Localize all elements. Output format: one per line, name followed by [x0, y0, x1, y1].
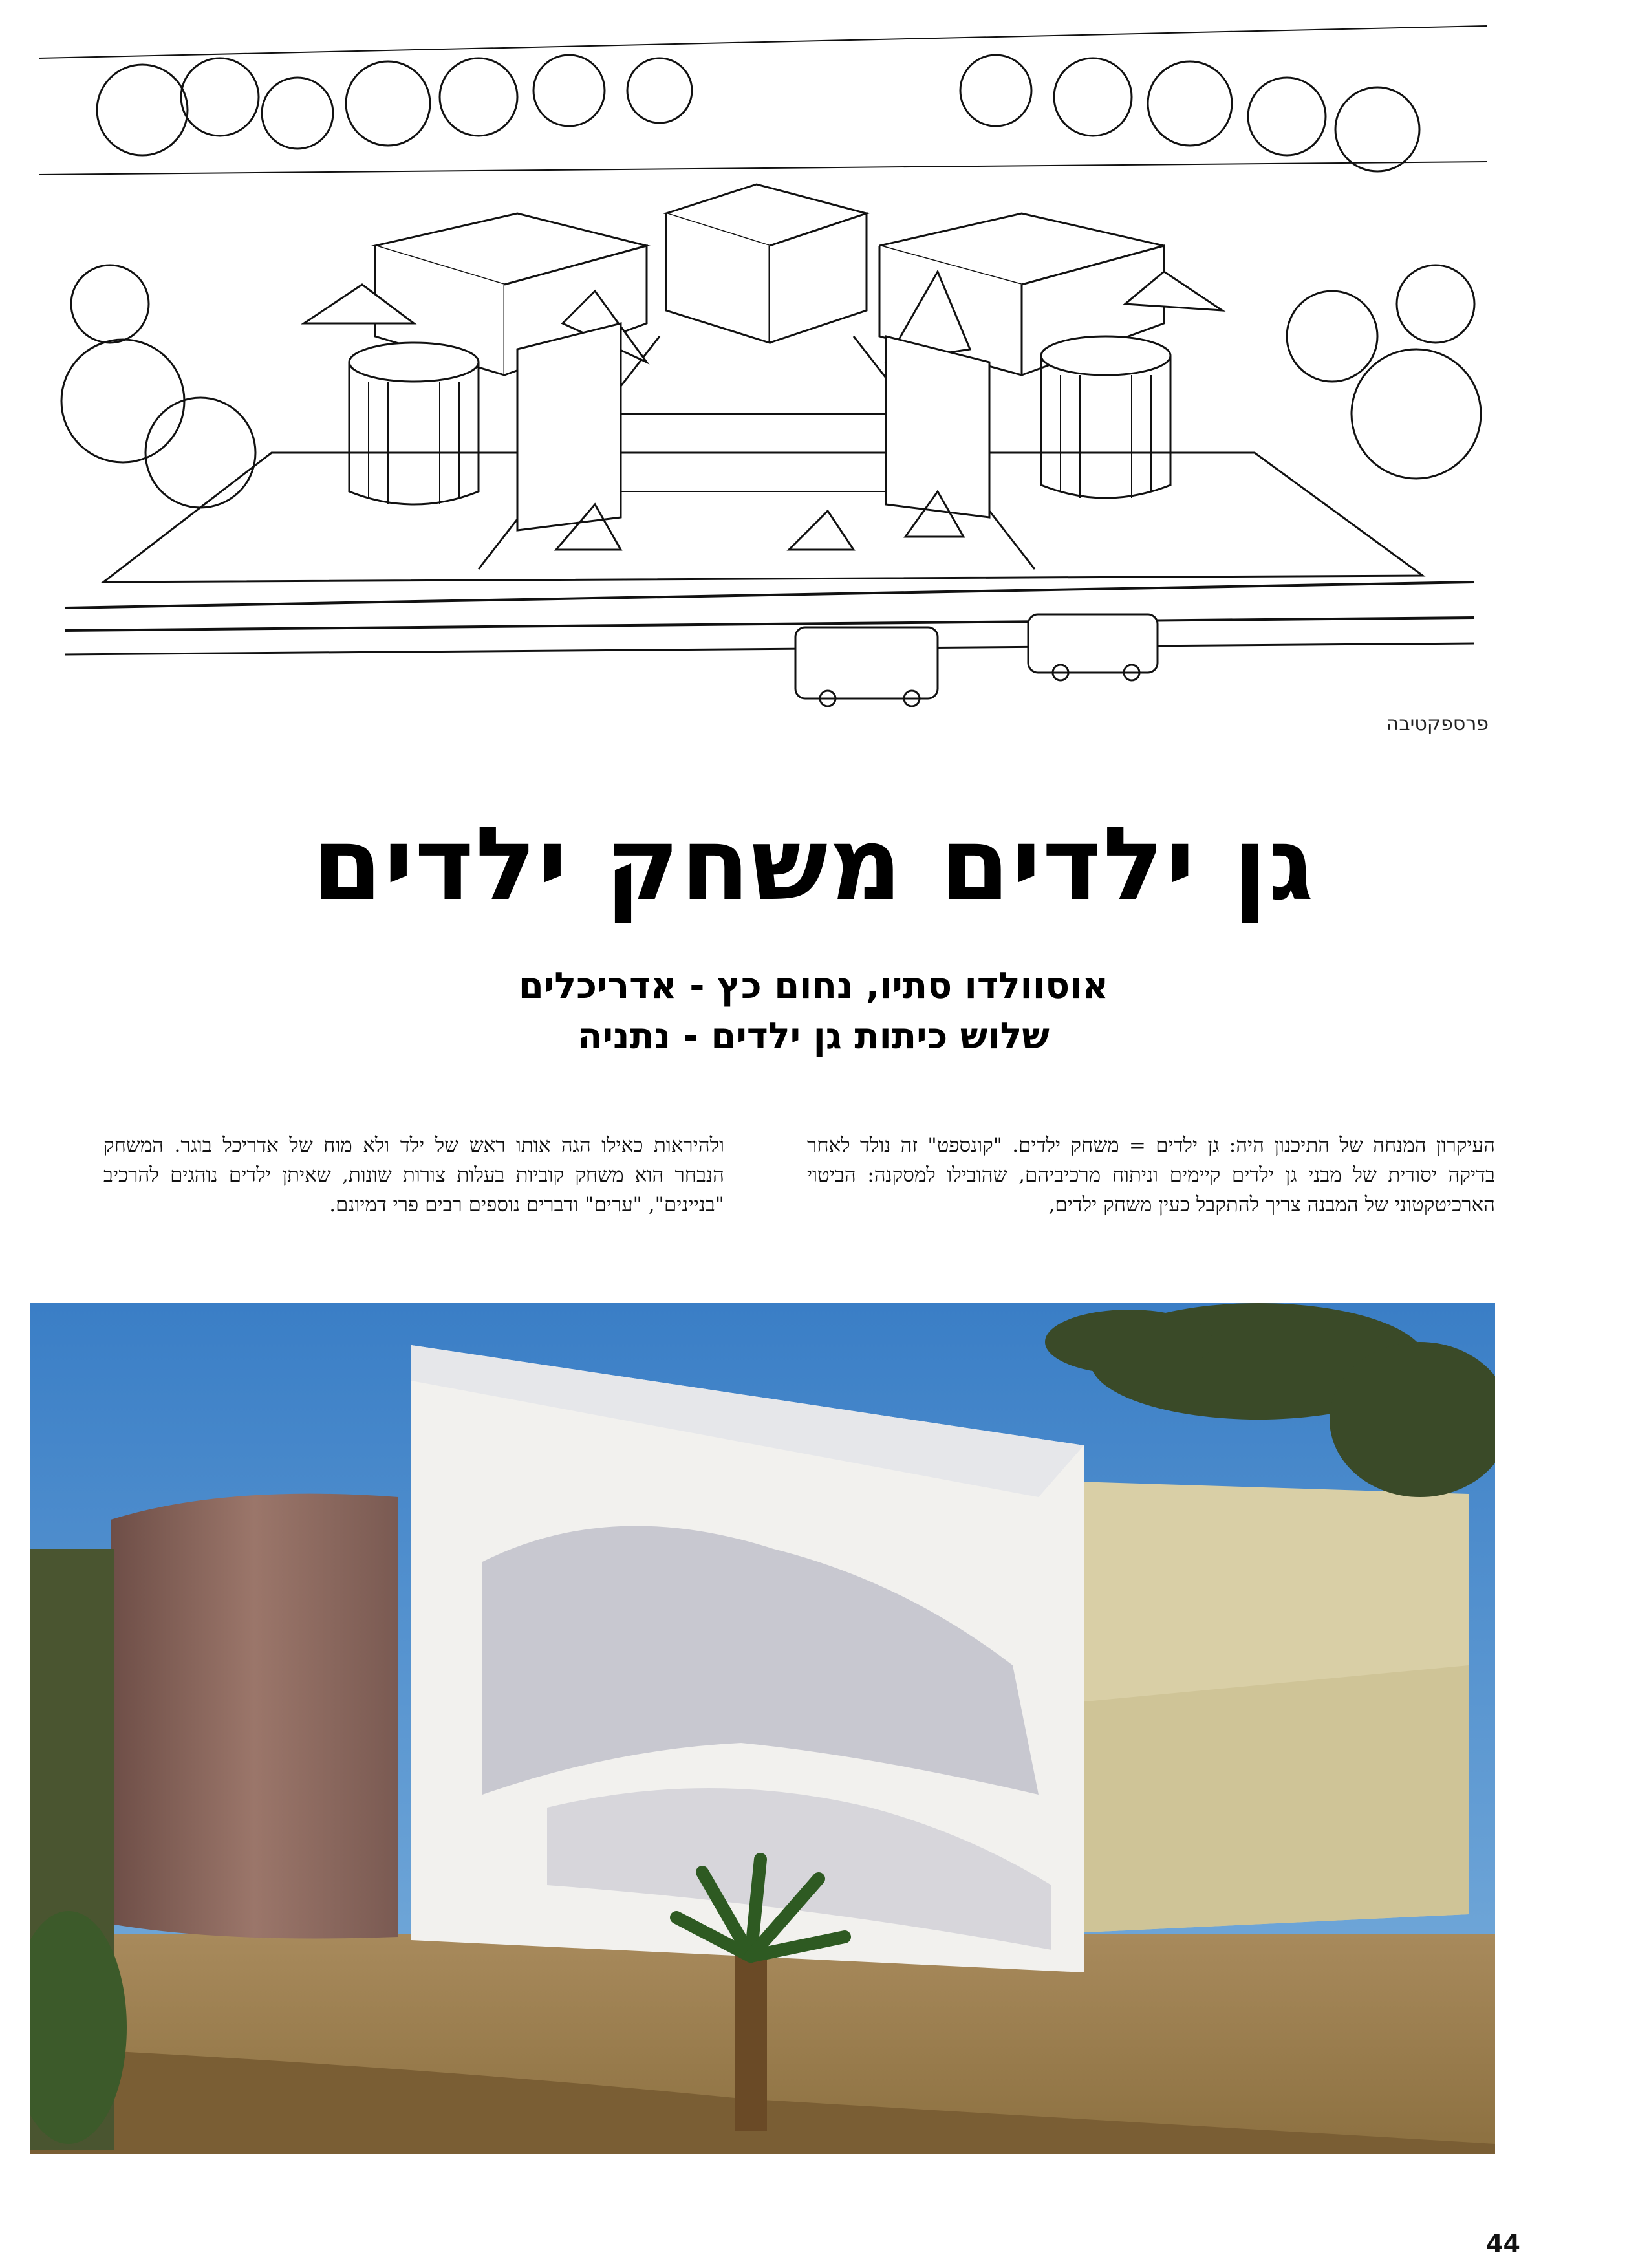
body-column-right: [807, 1130, 1495, 1220]
body-paragraph: העיקרון המנחה של התיכנון היה: גן ילדים = משחק ילדים. "קונספט" זה נולד לאחר בדיקה יסודית של מבני גן ילדים קיימים וניתוח מרכיביהם, שהובילו למסקנה: הביטוי הארכיטקטוני של המבנה צריך להתקבל כעין משחק ילדים,: [807, 1134, 1495, 1216]
body-column-left: [103, 1130, 724, 1220]
sketch-caption: פרספקטיבה: [1386, 713, 1489, 735]
body-paragraph: ולהיראות כאילו הגה אותו ראש של ילד ולא מוח של אדריכל בוגר. המשחק הנבחר הוא משחק קוביות בעלות צורות שונות, שאיתן ילדים נוהגים להרכיב "בניינים", "ערים" ודברים נוספים רבים פרי דמיונם.: [103, 1134, 724, 1216]
perspective-sketch: [26, 0, 1513, 718]
article-title: גן ילדים משחק ילדים: [312, 805, 1315, 923]
architects-line: אוסוולדו סתיו, נחום כץ - אדריכלים: [518, 965, 1109, 1007]
building-photo: [30, 1303, 1495, 2154]
page-number: 44: [1486, 2230, 1520, 2258]
project-line: שלוש כיתות גן ילדים - נתניה: [577, 1015, 1050, 1057]
